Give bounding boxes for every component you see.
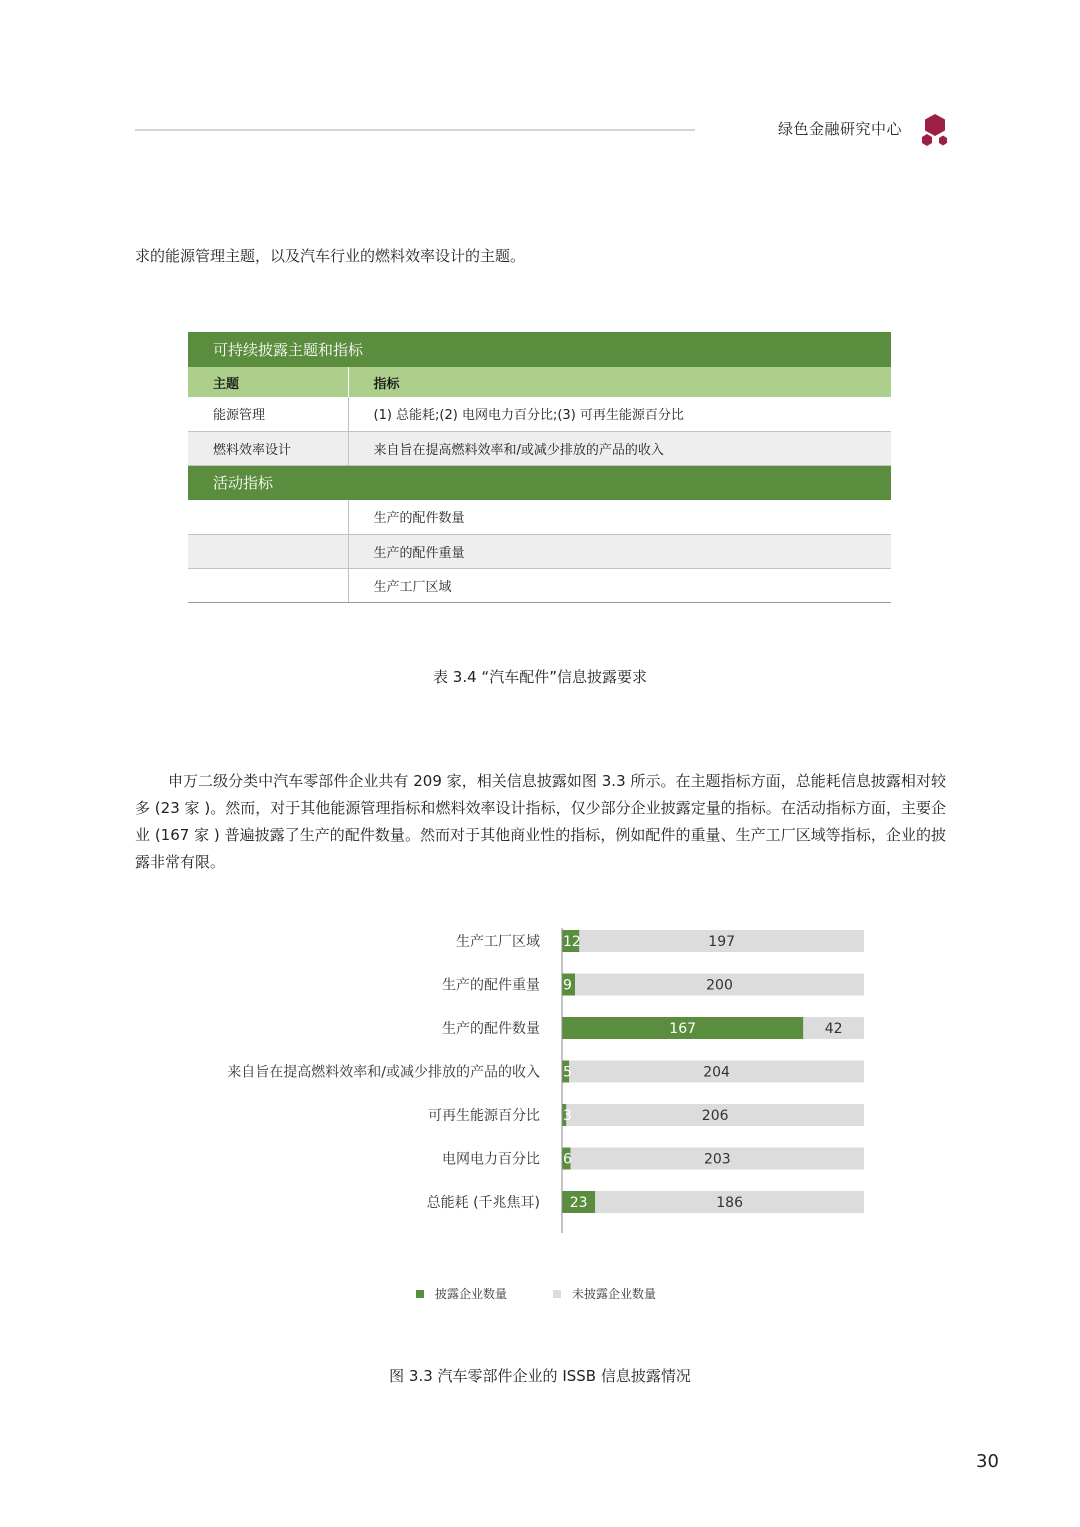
section-title-activity: 活动指标 (188, 465, 891, 500)
table-cell-metric: 来自旨在提高燃料效率和/或减少排放的产品的收入 (348, 431, 891, 465)
column-header-topic: 主题 (188, 367, 348, 397)
legend-swatch-undisclosed (553, 1290, 561, 1298)
data-label-disclosed: 3 (563, 1108, 572, 1124)
category-label: 可再生能源百分比 (428, 1108, 540, 1124)
table-column-header (188, 367, 891, 397)
category-label: 生产的配件重量 (442, 977, 540, 994)
data-label-disclosed: 6 (563, 1151, 572, 1168)
table-row (188, 431, 891, 465)
section-title-topics: 可持续披露主题和指标 (188, 332, 891, 367)
table-cell-metric: 生产工厂区域 (348, 568, 891, 602)
table-cell-topic (188, 534, 348, 568)
chart-legend (0, 1285, 1080, 1303)
category-label: 生产工厂区域 (456, 934, 540, 950)
category-label: 总能耗 (千兆焦耳) (426, 1195, 540, 1211)
intro-line: 求的能源管理主题，以及汽车行业的燃料效率设计的主题。 (135, 247, 526, 265)
data-label-undisclosed: 204 (703, 1064, 730, 1081)
disclosure-table (188, 332, 891, 603)
legend-item-disclosed (416, 1285, 507, 1302)
table-cell-metric: (1) 总能耗;(2) 电网电力百分比;(3) 可再生能源百分比 (348, 397, 891, 431)
table-cell-topic: 能源管理 (188, 397, 348, 431)
data-label-disclosed: 5 (563, 1064, 572, 1081)
table-caption: 表 3.4 “汽车配件”信息披露要求 (433, 668, 647, 686)
table-cell-topic: 燃料效率设计 (188, 431, 348, 465)
data-label-undisclosed: 200 (706, 977, 733, 994)
figure-caption: 图 3.3 汽车零部件企业的 ISSB 信息披露情况 (389, 1367, 691, 1385)
header-org-name: 绿色金融研究中心 (778, 120, 903, 138)
table-cell-metric: 生产的配件数量 (348, 500, 891, 534)
table-cell-topic (188, 568, 348, 602)
legend-label-disclosed: 披露企业数量 (435, 1287, 508, 1301)
data-label-disclosed: 23 (569, 1195, 588, 1211)
table-cell-metric: 生产的配件重量 (348, 534, 891, 568)
data-label-undisclosed: 197 (708, 934, 736, 950)
table-row (188, 397, 891, 431)
column-header-metric: 指标 (348, 367, 891, 397)
legend-item-undisclosed (553, 1285, 656, 1302)
data-label-undisclosed: 42 (824, 1021, 843, 1037)
legend-label-undisclosed: 未披露企业数量 (572, 1287, 657, 1301)
data-label-undisclosed: 186 (716, 1195, 743, 1211)
category-label: 生产的配件数量 (442, 1021, 540, 1037)
legend-swatch-disclosed (416, 1290, 424, 1298)
category-label: 来自旨在提高燃料效率和/或减少排放的产品的收入 (227, 1064, 540, 1081)
disclosure-bar-chart (0, 920, 1080, 1250)
table-section-header (188, 332, 891, 367)
category-label: 电网电力百分比 (442, 1151, 540, 1168)
table-section-header (188, 465, 891, 500)
page-number: 30 (976, 1451, 999, 1472)
table-row (188, 568, 891, 602)
body-paragraph: 申万二级分类中汽车零部件企业共有 209 家，相关信息披露如图 3.3 所示。在主题指标方面，总能耗信息披露相对较多 (23 家 )。然而，对于其他能源管理指标和燃料效率设计指标，仅少部分企业披露定量的指标。在活动指标方面，主要企业 (167 家 ) 普遍披露了生产的配件数量。然而对于其他商业性的指标，例如配件的重量、生产工厂区域等指标，企业的披露非常有限。 (135, 772, 946, 871)
data-label-disclosed: 9 (563, 977, 572, 994)
data-label-disclosed: 12 (563, 934, 581, 950)
org-logo-icon (918, 112, 952, 148)
logo-hexagon-left (922, 134, 932, 146)
table-cell-topic (188, 500, 348, 534)
table-row (188, 534, 891, 568)
logo-hexagon-large (925, 114, 945, 136)
data-label-undisclosed: 206 (701, 1108, 729, 1124)
data-label-disclosed: 167 (669, 1021, 697, 1037)
logo-hexagon-right (939, 136, 947, 146)
data-label-undisclosed: 203 (703, 1151, 731, 1168)
table-row (188, 500, 891, 534)
header-rule (135, 129, 695, 131)
